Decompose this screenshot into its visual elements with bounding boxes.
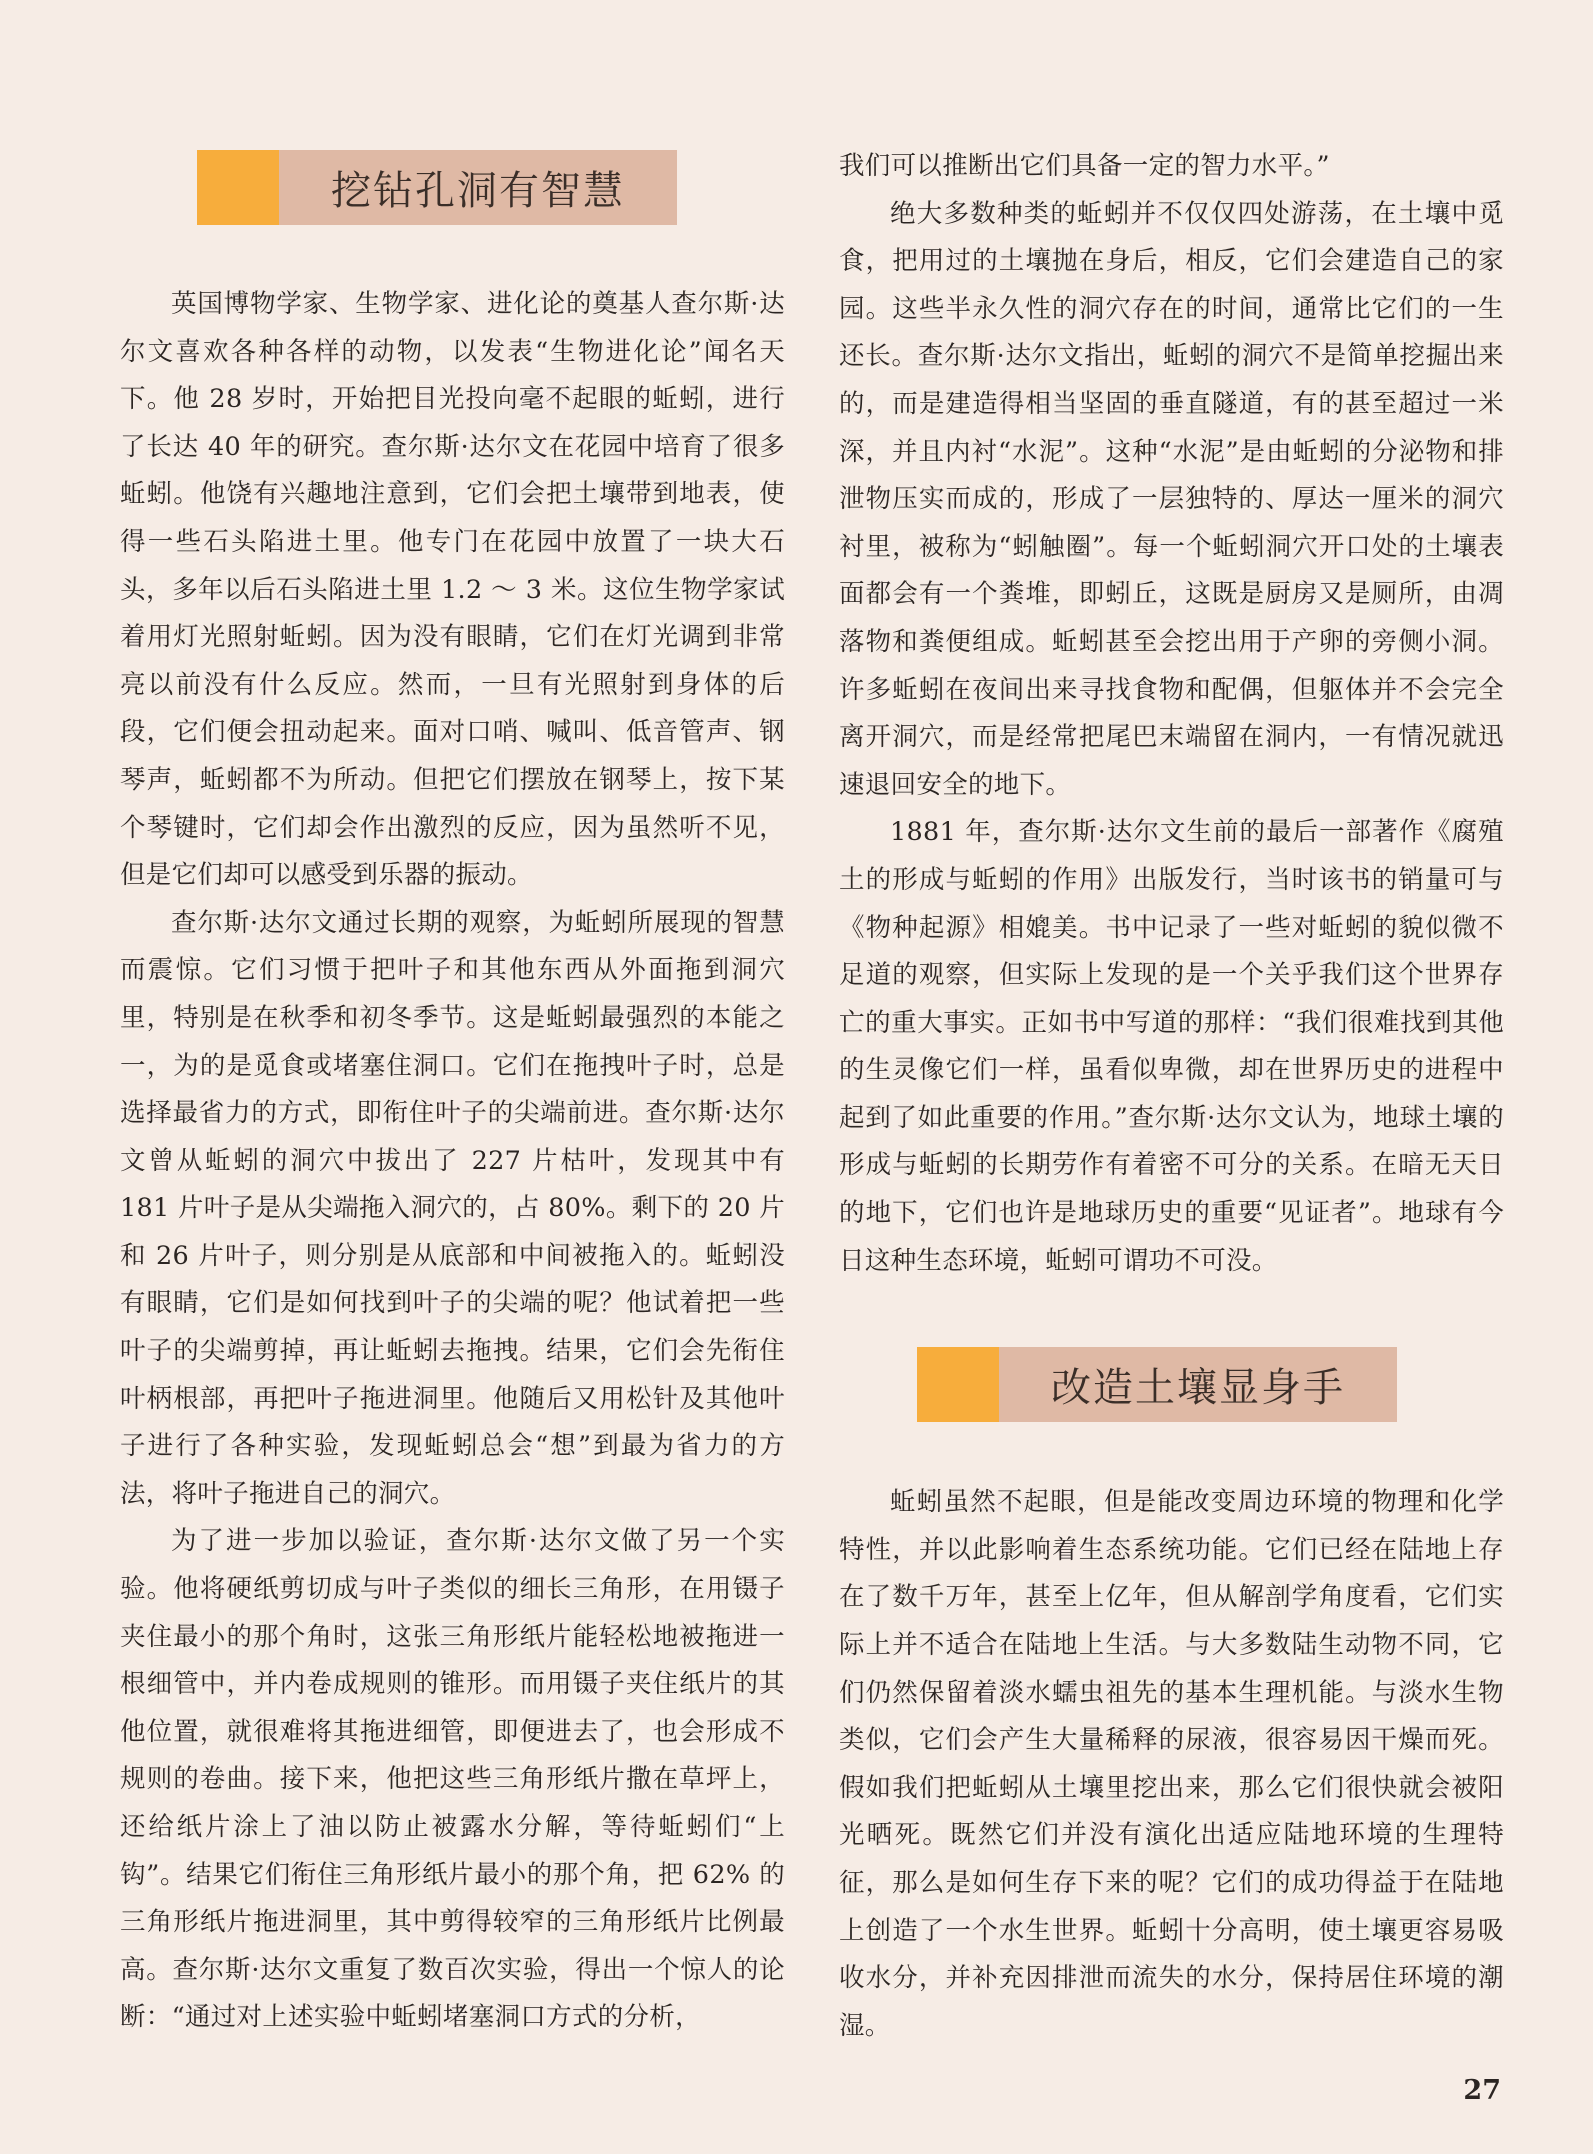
heading-title: 挖钻孔洞有智慧 (279, 150, 677, 225)
right-column (839, 143, 1504, 2050)
paragraph: 查尔斯·达尔文通过长期的观察，为蚯蚓所展现的智慧而震惊。它们习惯于把叶子和其他东西从外面拖到洞穴里，特别是在秋季和初冬季节。这是蚯蚓最强烈的本能之一，为的是觅食或堵塞住洞口。它们在拖拽叶子时，总是选择最省力的方式，即衔住叶子的尖端前进。查尔斯·达尔文曾从蚯蚓的洞穴中拔出了 227 片枯叶，发现其中有 181 片叶子是从尖端拖入洞穴的，占 80%。剩下的 20 片和 26 片叶子，则分别是从底部和中间被拖入的。蚯蚓没有眼睛，它们是如何找到叶子的尖端的呢？他试着把一些叶子的尖端剪掉，再让蚯蚓去拖拽。结果，它们会先衔住叶柄根部，再把叶子拖进洞里。他随后又用松针及其他叶子进行了各种实验，发现蚯蚓总会“想”到最为省力的方法，将叶子拖进自己的洞穴。 (120, 907, 785, 1509)
article-body-left (120, 281, 785, 2042)
paragraph: 为了进一步加以验证，查尔斯·达尔文做了另一个实验。他将硬纸剪切成与叶子类似的细长三角形，在用镊子夹住最小的那个角时，这张三角形纸片能轻松地被拖进一根细管中，并内卷成规则的锥形。而用镊子夹住纸片的其他位置，就很难将其拖进细管，即便进去了，也会形成不规则的卷曲。接下来，他把这些三角形纸片撒在草坪上，还给纸片涂上了油以防止被露水分解，等待蚯蚓们“上钩”。结果它们衔住三角形纸片最小的那个角，把 62% 的三角形纸片拖进洞里，其中剪得较窄的三角形纸片比例最高。查尔斯·达尔文重复了数百次实验，得出一个惊人的论断：“通过对上述实验中蚯蚓堵塞洞口方式的分析， (120, 1526, 785, 2033)
article-body-right (839, 1479, 1504, 2050)
paragraph: 蚯蚓虽然不起眼，但是能改变周边环境的物理和化学特性，并以此影响着生态系统功能。它们已经在陆地上存在了数千万年，甚至上亿年，但从解剖学角度看，它们实际上并不适合在陆地上生活。与大多数陆生动物不同，它们仍然保留着淡水蠕虫祖先的基本生理机能。与淡水生物类似，它们会产生大量稀释的尿液，很容易因干燥而死。假如我们把蚯蚓从土壤里挖出来，那么它们很快就会被阳光晒死。既然它们并没有演化出适应陆地环境的生理特征，那么是如何生存下来的呢？它们的成功得益于在陆地上创造了一个水生世界。蚯蚓十分高明，使土壤更容易吸收水分，并补充因排泄而流失的水分，保持居住环境的潮湿。 (839, 1487, 1504, 2041)
paragraph: 绝大多数种类的蚯蚓并不仅仅四处游荡，在土壤中觅食，把用过的土壤抛在身后，相反，它们会建造自己的家园。这些半永久性的洞穴存在的时间，通常比它们的一生还长。查尔斯·达尔文指出，蚯蚓的洞穴不是简单挖掘出来的，而是建造得相当坚固的垂直隧道，有的甚至超过一米深，并且内衬“水泥”。这种“水泥”是由蚯蚓的分泌物和排泄物压实而成的，形成了一层独特的、厚达一厘米的洞穴衬里，被称为“蚓触圈”。每一个蚯蚓洞穴开口处的土壤表面都会有一个粪堆，即蚓丘，这既是厨房又是厕所，由凋落物和粪便组成。蚯蚓甚至会挖出用于产卵的旁侧小洞。许多蚯蚓在夜间出来寻找食物和配偶，但躯体并不会完全离开洞穴，而是经常把尾巴末端留在洞内，一有情况就迅速退回安全的地下。 (839, 198, 1504, 800)
section-heading-2 (917, 1347, 1397, 1422)
section-heading-1 (197, 150, 677, 225)
heading-accent-block (917, 1347, 999, 1422)
page-number: 27 (1463, 2075, 1501, 2106)
left-column (120, 150, 785, 2042)
heading-accent-block (197, 150, 279, 225)
paragraph-continuation: 我们可以推断出它们具备一定的智力水平。” (839, 151, 1330, 181)
paragraph: 1881 年，查尔斯·达尔文生前的最后一部著作《腐殖土的形成与蚯蚓的作用》出版发行，当时该书的销量可与《物种起源》相媲美。书中记录了一些对蚯蚓的貌似微不足道的观察，但实际上发现的是一个关乎我们这个世界存亡的重大事实。正如书中写道的那样：“我们很难找到其他的生灵像它们一样，虽看似卑微，却在世界历史的进程中起到了如此重要的作用。”查尔斯·达尔文认为，地球土壤的形成与蚯蚓的长期劳作有着密不可分的关系。在暗无天日的地下，它们也许是地球历史的重要“见证者”。地球有今日这种生态环境，蚯蚓可谓功不可没。 (839, 817, 1504, 1276)
paragraph: 英国博物学家、生物学家、进化论的奠基人查尔斯·达尔文喜欢各种各样的动物，以发表“生物进化论”闻名天下。他 28 岁时，开始把目光投向毫不起眼的蚯蚓，进行了长达 40 年的研究。查尔斯·达尔文在花园中培育了很多蚯蚓。他饶有兴趣地注意到，它们会把土壤带到地表，使得一些石头陷进土里。他专门在花园中放置了一块大石头，多年以后石头陷进土里 1.2 ～ 3 米。这位生物学家试着用灯光照射蚯蚓。因为没有眼睛，它们在灯光调到非常亮以前没有什么反应。然而，一旦有光照射到身体的后段，它们便会扭动起来。面对口哨、喊叫、低音管声、钢琴声，蚯蚓都不为所动。但把它们摆放在钢琴上，按下某个琴键时，它们却会作出激烈的反应，因为虽然听不见，但是它们却可以感受到乐器的振动。 (120, 289, 785, 891)
heading-title: 改造土壤显身手 (999, 1347, 1397, 1422)
